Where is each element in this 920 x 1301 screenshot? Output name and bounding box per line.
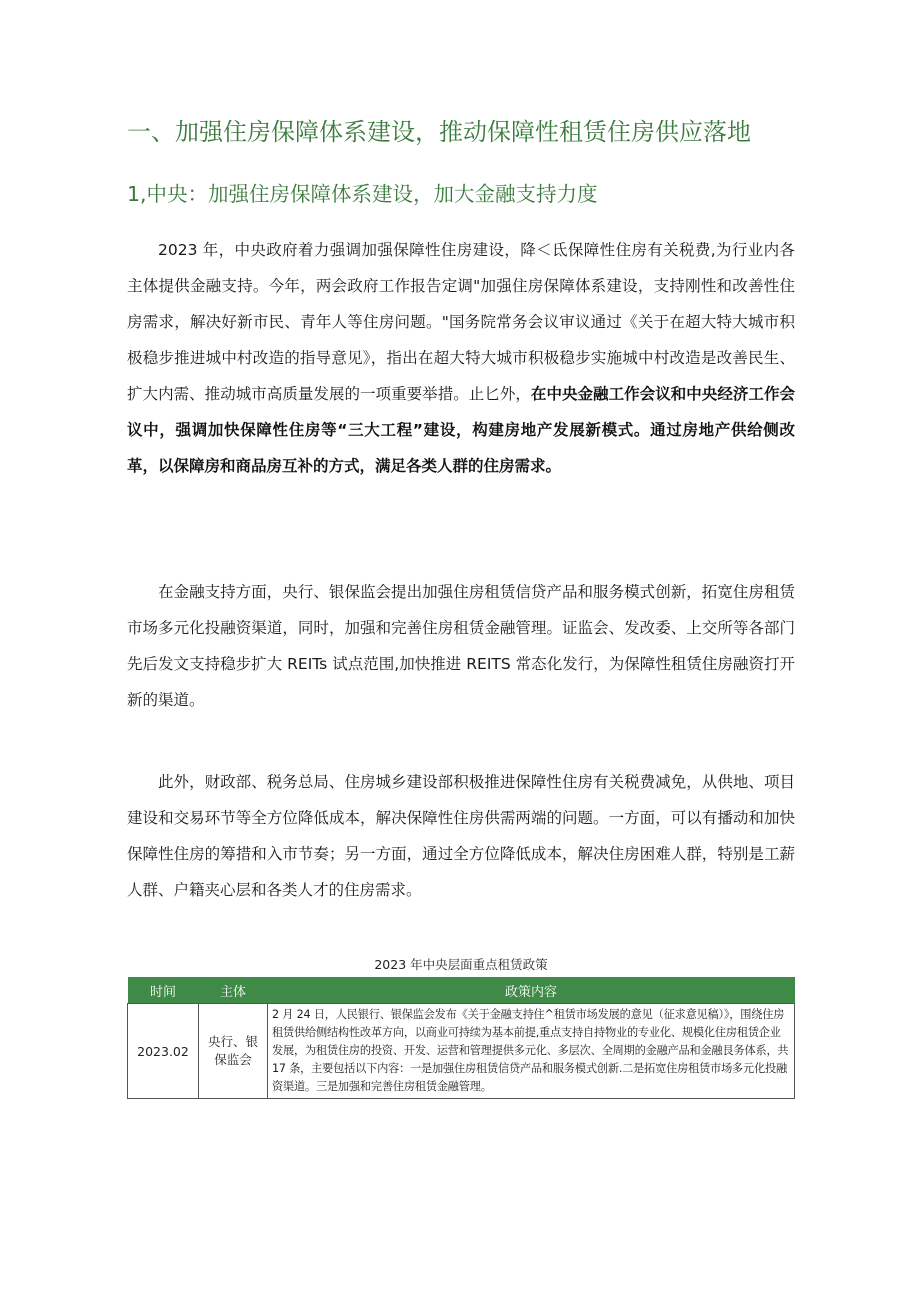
cell-subject: 央行、银保监会 xyxy=(199,1004,268,1099)
policy-table xyxy=(127,977,795,1099)
paragraph-bold-text: 在中央金融工作会议和中央经济工作会议中，强调加快保障性住房等“三大工程”建设，构建房地产发展新模式。通过房地产供给侧改革，以保障房和商品房互补的方式，满足各类人群的住房需求。 xyxy=(127,385,795,475)
section-heading: 一、加强住房保障体系建设，推动保障性租赁住房供应落地 xyxy=(127,118,751,146)
header-subject: 主体 xyxy=(199,977,268,1004)
paragraph-text: 2023 年，中央政府着力强调加强保障性住房建设，降＜氐保障性住房有关税费,为行业内各主体提供金融支持。今年，两会政府工作报告定调"加强住房保障体系建设，支持刚性和改善性住房需求，解决好新市民、青年人等住房问题。"国务院常务会议审议通过《关于在超大特大城市积极稳步推进城中村改造的指导意见》，指出在超大特大城市积极稳步实施城中村改造是改善民生、扩大内需、推动城市高质量发展的一项重要举措。止匕外， xyxy=(127,241,795,403)
header-content: 政策内容 xyxy=(268,977,795,1004)
paragraph-central-policy xyxy=(127,232,795,484)
header-time: 时间 xyxy=(128,977,199,1004)
table-header-row xyxy=(128,977,795,1004)
cell-time: 2023.02 xyxy=(128,1004,199,1099)
table-caption: 2023 年中央层面重点租赁政策 xyxy=(374,957,548,972)
table-row xyxy=(128,1004,795,1099)
cell-content: 2 月 24 日，人民银行、银保监会发布《关于金融支持住^租赁市场发展的意见（征求意见稿）》，围绕住房租赁供给侧结构性改革方向，以商业可持续为基本前提,重点支持自持物业的专业化、规模化住房租赁企业发展，为租赁住房的投资、开发、运营和管理提供多元化、多层次、全周期的金融产品和金融艮务体系，共 17 条，主要包括以下内容：一是加强住房租赁信贷产品和服务模式创新.二是拓宽住房租赁市场多元化投融资渠道。三是加强和完善住房租赁金融管理。 xyxy=(268,1004,795,1099)
paragraph-tax-relief: 此外，财政部、税务总局、住房城乡建设部积极推进保障性住房有关税费减免，从供地、项目建设和交易环节等全方位降低成本，解决保障性住房供需两端的问题。一方面，可以有播动和加快保障性住房的筹措和入市节奏；另一方面，通过全方位降低成本，解决住房困难人群，特别是工薪人群、户籍夹心层和各类人才的住房需求。 xyxy=(127,773,795,899)
subsection-heading: 1,中央：加强住房保障体系建设，加大金融支持力度 xyxy=(127,182,598,206)
paragraph-financial-support: 在金融支持方面，央行、银保监会提出加强住房租赁信贷产品和服务模式创新，拓宽住房租赁市场多元化投融资渠道，同时，加强和完善住房租赁金融管理。证监会、发改委、上交所等各部门先后发文支持稳步扩大 REITs 试点范围,加快推进 REITS 常态化发行，为保障性租赁住房融资打开新的渠道。 xyxy=(127,583,795,709)
